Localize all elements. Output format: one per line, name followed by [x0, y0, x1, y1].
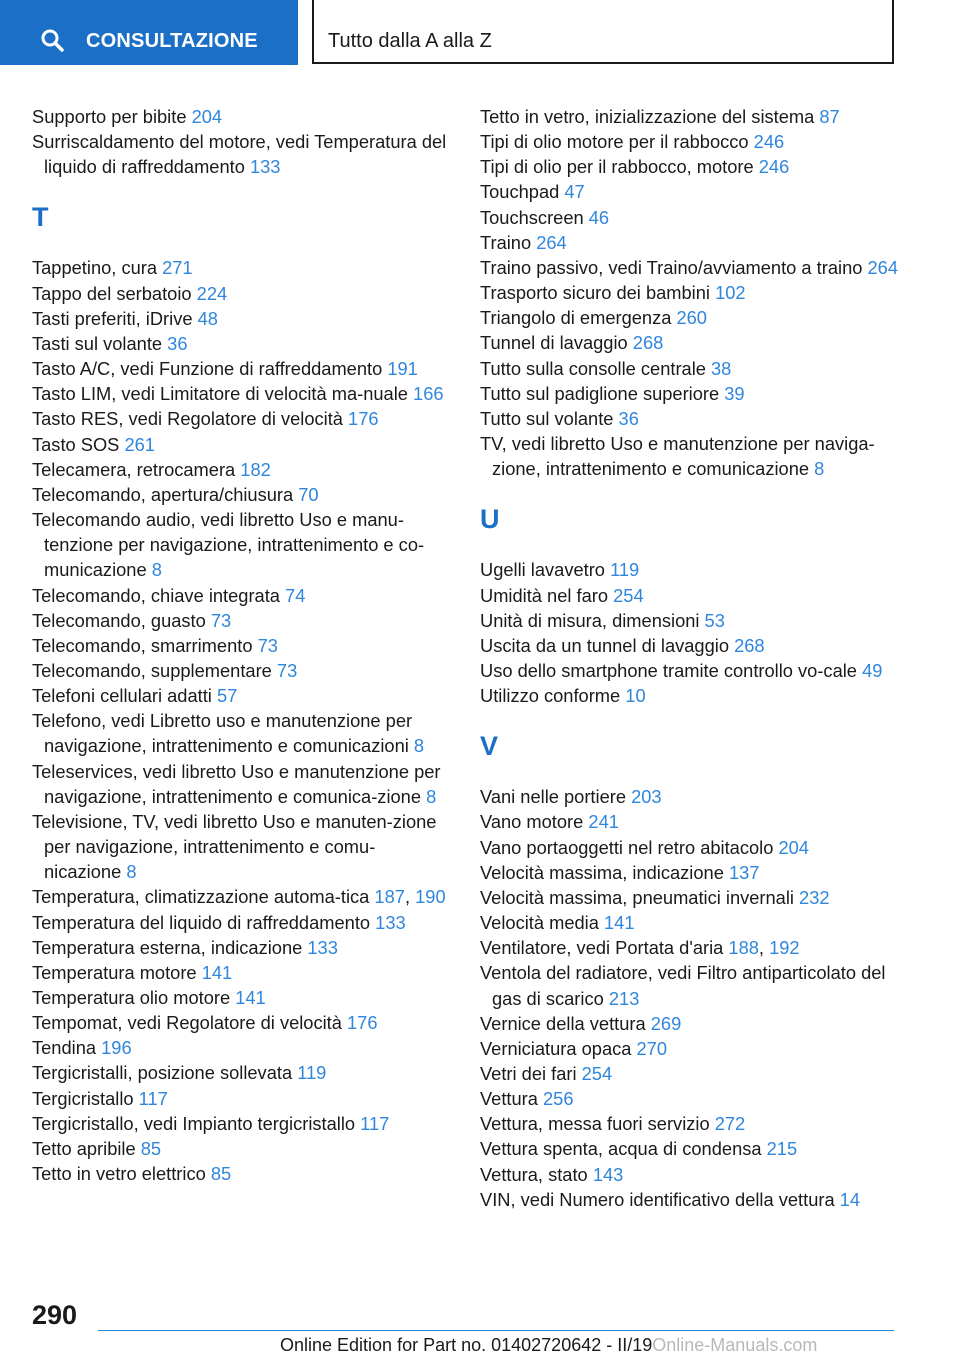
page-link[interactable]: 232 — [799, 886, 830, 908]
entry-term: Televisione, TV, vedi libretto Uso e manuten-zione per navigazione, intrattenimento e comu-nicazione — [32, 810, 437, 883]
index-entry — [32, 1086, 450, 1111]
page-link[interactable]: 46 — [588, 206, 610, 228]
entry-term: Teleservices, vedi libretto Uso e manutenzione per navigazione, intrattenimento e comunica-zione — [32, 760, 441, 807]
page-link[interactable]: 73 — [257, 634, 278, 656]
entry-term: Telecomando, supplementare — [32, 659, 277, 681]
tab-consultazione[interactable] — [0, 0, 298, 65]
index-entry — [480, 1086, 920, 1111]
index-entry — [32, 658, 450, 683]
index-entry — [480, 935, 920, 960]
page-link[interactable]: 215 — [766, 1138, 798, 1160]
page-link[interactable]: 264 — [536, 231, 567, 253]
entry-term: Tetto in vetro elettrico — [32, 1163, 211, 1185]
page-link[interactable]: 87 — [819, 106, 840, 127]
index-entry — [32, 406, 450, 431]
page-link[interactable]: 141 — [235, 987, 266, 1008]
index-entry — [480, 1136, 920, 1161]
page-link[interactable]: 10 — [625, 685, 646, 707]
page-link[interactable]: 254 — [613, 584, 644, 606]
page-link[interactable]: 49 — [862, 659, 883, 681]
page-link[interactable]: 133 — [375, 911, 406, 933]
entry-term: Vano portaoggetti nel retro abitacolo — [480, 836, 779, 858]
entry-term: Uso dello smartphone tramite controllo vo-cale — [480, 659, 863, 681]
entry-term: Tutto sul padiglione superiore — [480, 382, 725, 404]
page-link[interactable]: 176 — [348, 408, 379, 430]
index-entry — [32, 356, 450, 381]
index-entry — [32, 960, 450, 985]
index-entry — [32, 104, 450, 129]
entry-term: Telecomando audio, vedi libretto Uso e manu-tenzione per navigazione, intrattenimento e co-municazione — [32, 509, 425, 581]
page-link[interactable]: 182 — [240, 458, 271, 480]
index-column-left — [32, 104, 450, 1186]
index-entry — [480, 356, 920, 381]
index-entry — [32, 1111, 450, 1136]
page-link[interactable]: 74 — [285, 584, 306, 606]
index-entry — [32, 1060, 450, 1085]
page-link[interactable]: 141 — [603, 912, 635, 934]
page-link[interactable]: 204 — [778, 836, 809, 858]
page-link[interactable]: 53 — [704, 609, 725, 631]
index-entry — [480, 658, 920, 683]
index-entry — [32, 331, 450, 356]
entry-term: Surriscaldamento del motore, vedi Temperatura del liquido di raffreddamento — [32, 131, 447, 178]
entry-term: Ventola del radiatore, vedi Filtro antiparticolato del gas di scarico — [480, 962, 886, 1009]
index-entry — [32, 432, 450, 457]
page-link[interactable]: 264 — [867, 256, 899, 278]
index-entry — [480, 1111, 920, 1136]
entry-term: Tipi di olio per il rabbocco, motore — [480, 156, 759, 178]
footer-edition — [280, 1335, 817, 1356]
page-link[interactable]: 133 — [249, 156, 281, 178]
index-column-right — [480, 104, 920, 1212]
index-entry — [32, 608, 450, 633]
page-link[interactable]: 269 — [650, 1012, 682, 1034]
index-entry — [480, 1036, 920, 1061]
entry-term: Tetto apribile — [32, 1137, 141, 1159]
entry-term: Supporto per bibite — [32, 106, 192, 127]
page-link[interactable]: 192 — [769, 937, 800, 959]
tab-label: CONSULTAZIONE — [86, 30, 258, 52]
entry-term: Temperatura motore — [32, 961, 202, 983]
page-link[interactable]: 102 — [715, 282, 746, 304]
page-link[interactable]: 8 — [126, 861, 137, 883]
index-entry — [480, 1187, 920, 1212]
page-link[interactable]: 73 — [210, 609, 232, 631]
index-entry — [480, 583, 920, 608]
page-link[interactable]: 270 — [636, 1037, 668, 1059]
index-entry — [32, 1161, 450, 1186]
page-separator: , — [758, 937, 770, 959]
page-link[interactable]: 8 — [151, 559, 162, 581]
index-entry — [32, 633, 450, 658]
index-letter-t: T — [32, 202, 49, 233]
watermark-site: Online-Manuals.com — [652, 1335, 818, 1355]
page-link[interactable]: 254 — [581, 1063, 613, 1084]
entry-term: Tetto in vetro, inizializzazione del sistema — [480, 106, 820, 127]
page-separator: , — [404, 886, 416, 908]
section-title-box[interactable] — [312, 0, 894, 64]
page-link[interactable]: 38 — [711, 357, 732, 379]
entry-term: Tendina — [32, 1037, 102, 1059]
index-entry — [32, 281, 450, 306]
page-link[interactable]: 73 — [276, 659, 298, 681]
page-link[interactable]: 117 — [138, 1087, 168, 1109]
page-link[interactable]: 196 — [101, 1037, 132, 1059]
page-link[interactable]: 137 — [728, 861, 760, 883]
page-link[interactable]: 190 — [415, 886, 446, 908]
page-link[interactable]: 117 — [360, 1112, 390, 1134]
index-entry — [480, 835, 920, 860]
page-link[interactable]: 48 — [197, 307, 218, 329]
index-entry — [480, 1011, 920, 1036]
entry-term: Telecomando, smarrimento — [32, 634, 258, 656]
entry-term: Tempomat, vedi Regolatore di velocità — [32, 1012, 348, 1034]
entry-term: Vetri dei fari — [480, 1063, 582, 1084]
entry-term: Vettura, stato — [480, 1163, 593, 1185]
page-link[interactable]: 191 — [387, 358, 418, 380]
page-link[interactable]: 246 — [758, 156, 790, 178]
entry-term: Temperatura esterna, indicazione — [32, 936, 308, 958]
index-entry — [480, 784, 920, 809]
entry-term: Ventilatore, vedi Portata d'aria — [480, 937, 729, 959]
index-letter-u: U — [480, 504, 500, 535]
entry-term: Touchpad — [480, 181, 565, 203]
index-entry — [480, 255, 920, 280]
edition-text: Online Edition for Part no. 01402720642 - II/19 — [280, 1335, 653, 1355]
entry-term: Trasporto sicuro dei bambini — [480, 282, 716, 304]
page-link[interactable]: 85 — [140, 1137, 162, 1159]
entry-term: Tappetino, cura — [32, 257, 163, 279]
entry-term: Triangolo di emergenza — [480, 307, 677, 329]
entry-term: Vano motore — [480, 811, 589, 833]
entry-term: Tasto SOS — [32, 433, 125, 455]
index-entry — [32, 129, 450, 179]
page-link[interactable]: 256 — [543, 1088, 574, 1110]
index-entry — [32, 507, 450, 582]
page-link[interactable]: 14 — [839, 1188, 861, 1210]
entry-term: Temperatura olio motore — [32, 987, 236, 1008]
entry-term: Tergicristallo, vedi Impianto tergicristallo — [32, 1112, 361, 1134]
entry-term: Uscita da un tunnel di lavaggio — [480, 634, 735, 656]
search-icon — [40, 28, 64, 52]
page-link[interactable]: 36 — [618, 407, 639, 429]
page-link[interactable]: 57 — [216, 685, 238, 707]
page-link[interactable]: 272 — [714, 1113, 746, 1135]
index-entry — [480, 230, 920, 255]
index-entry — [480, 381, 920, 406]
page-link[interactable]: 8 — [426, 785, 437, 807]
index-entry — [32, 381, 450, 406]
index-entry — [32, 683, 450, 708]
page-link[interactable]: 260 — [676, 307, 707, 329]
index-entry — [480, 129, 920, 154]
page-header — [0, 0, 960, 66]
page-link[interactable]: 204 — [191, 106, 223, 127]
page-link[interactable]: 47 — [564, 181, 585, 203]
entry-term: Tipi di olio motore per il rabbocco — [480, 131, 754, 153]
entry-term: Utilizzo conforme — [480, 685, 626, 707]
index-entry — [480, 910, 920, 935]
index-entry — [32, 910, 450, 935]
entry-term: Telecomando, apertura/chiusura — [32, 483, 299, 505]
page-link[interactable]: 85 — [210, 1163, 232, 1185]
page-link[interactable]: 246 — [753, 131, 785, 153]
page-link[interactable]: 271 — [162, 257, 193, 279]
index-entry — [32, 809, 450, 884]
entry-term: Telecomando, guasto — [32, 609, 211, 631]
index-letter-v: V — [480, 731, 499, 762]
entry-term: Telecomando, chiave integrata — [32, 584, 286, 606]
index-entry — [480, 431, 920, 481]
index-entry — [480, 154, 920, 179]
footer-divider — [98, 1330, 894, 1331]
index-entry — [480, 633, 920, 658]
entry-term: Traino — [480, 231, 537, 253]
index-entry — [32, 255, 450, 280]
index-entry — [480, 179, 920, 204]
entry-term: Tutto sulla consolle centrale — [480, 357, 712, 379]
page-link[interactable]: 133 — [307, 936, 338, 958]
index-entry — [32, 583, 450, 608]
entry-term: Telefoni cellulari adatti — [32, 685, 217, 707]
index-entry — [480, 683, 920, 708]
index-entry — [480, 280, 920, 305]
entry-term: Vernice della vettura — [480, 1012, 651, 1034]
entry-term: Touchscreen — [480, 206, 589, 228]
entry-term: Verniciatura opaca — [480, 1037, 637, 1059]
page-link[interactable]: 268 — [734, 634, 765, 656]
index-entry — [480, 809, 920, 834]
index-entry — [480, 960, 920, 1010]
index-entry — [480, 1061, 920, 1086]
page-link[interactable]: 176 — [347, 1012, 378, 1034]
section-title: Tutto dalla A alla Z — [328, 30, 492, 52]
index-entry — [480, 860, 920, 885]
entry-term: Tasto RES, vedi Regolatore di velocità — [32, 408, 349, 430]
index-entry — [32, 708, 450, 758]
entry-term: Tasto A/C, vedi Funzione di raffreddamento — [32, 358, 388, 380]
index-entry — [32, 884, 450, 909]
entry-term: Temperatura del liquido di raffreddamento — [32, 911, 376, 933]
entry-term: Vettura, messa fuori servizio — [480, 1113, 715, 1135]
entry-term: Velocità massima, pneumatici invernali — [480, 886, 800, 908]
page-link[interactable]: 268 — [632, 332, 664, 354]
entry-term: Umidità nel faro — [480, 584, 614, 606]
page-link[interactable]: 241 — [588, 811, 619, 833]
index-entry — [480, 885, 920, 910]
index-entry — [32, 985, 450, 1010]
page-link[interactable]: 203 — [631, 786, 662, 808]
entry-term: Unità di misura, dimensioni — [480, 609, 705, 631]
index-entry — [480, 330, 920, 355]
entry-term: Tasto LIM, vedi Limitatore di velocità ma-nuale — [32, 383, 414, 405]
entry-term: Telefono, vedi Libretto uso e manutenzione per navigazione, intrattenimento e comunicazioni — [32, 710, 414, 757]
page-link[interactable]: 70 — [298, 483, 319, 505]
index-entry — [32, 1136, 450, 1161]
page-link[interactable]: 224 — [196, 282, 228, 304]
entry-term: Velocità media — [480, 912, 604, 934]
index-entry — [480, 104, 920, 129]
page-link[interactable]: 187 — [374, 886, 405, 908]
index-entry — [32, 306, 450, 331]
index-entry — [480, 205, 920, 230]
entry-term: Vani nelle portiere — [480, 786, 632, 808]
entry-term: Temperatura, climatizzazione automa-tica — [32, 886, 375, 908]
page-link[interactable]: 261 — [124, 433, 155, 455]
page-number: 290 — [32, 1300, 78, 1330]
entry-term: Tasti sul volante — [32, 332, 168, 354]
entry-term: Vettura — [480, 1088, 544, 1110]
page-link[interactable]: 143 — [592, 1163, 624, 1185]
index-entry — [480, 608, 920, 633]
index-entry — [480, 305, 920, 330]
index-entry — [480, 1162, 920, 1187]
index-entry — [32, 1010, 450, 1035]
entry-term: Tergicristallo — [32, 1087, 139, 1109]
index-entry — [32, 482, 450, 507]
page-link[interactable]: 119 — [610, 559, 640, 581]
entry-term: Tasti preferiti, iDrive — [32, 307, 198, 329]
page-link[interactable]: 213 — [608, 987, 640, 1009]
page-link[interactable]: 141 — [201, 961, 233, 983]
index-entry — [480, 557, 920, 582]
entry-term: Ugelli lavavetro — [480, 559, 611, 581]
page-link[interactable]: 8 — [814, 458, 825, 480]
index-entry — [32, 759, 450, 809]
entry-term: Tergicristalli, posizione sollevata — [32, 1062, 298, 1084]
page-link[interactable]: 166 — [413, 383, 444, 405]
entry-term: Tutto sul volante — [480, 407, 619, 429]
entry-term: Vettura spenta, acqua di condensa — [480, 1138, 767, 1160]
page-link[interactable]: 39 — [724, 382, 745, 404]
page-link[interactable]: 119 — [297, 1062, 327, 1084]
entry-term: Velocità massima, indicazione — [480, 861, 729, 883]
entry-term: Traino passivo, vedi Traino/avviamento a traino — [480, 256, 868, 278]
entry-term: TV, vedi libretto Uso e manutenzione per naviga-zione, intrattenimento e comunicazione — [480, 433, 875, 480]
page-link[interactable]: 188 — [728, 937, 759, 959]
index-entry — [32, 1035, 450, 1060]
page-link[interactable]: 36 — [167, 332, 188, 354]
entry-term: Telecamera, retrocamera — [32, 458, 241, 480]
entry-term: Tunnel di lavaggio — [480, 332, 633, 354]
entry-term: VIN, vedi Numero identificativo della vettura — [480, 1188, 840, 1210]
entry-term: Tappo del serbatoio — [32, 282, 197, 304]
index-entry — [32, 457, 450, 482]
index-entry — [32, 935, 450, 960]
index-entry — [480, 406, 920, 431]
page-link[interactable]: 8 — [413, 735, 425, 757]
